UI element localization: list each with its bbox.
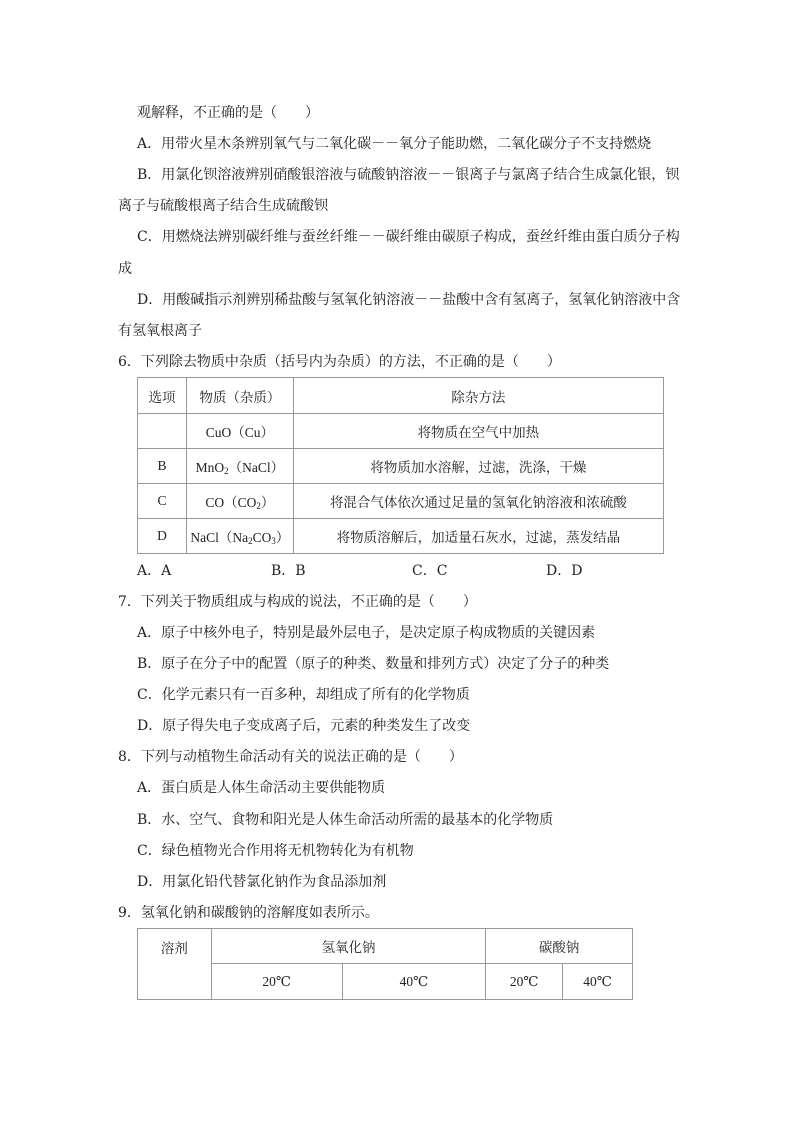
table-row — [138, 414, 664, 449]
q5-option-d-line1: D．用酸碱指示剂辨别稀盐酸与氢氧化钠溶液－－盐酸中含有氢离子，氢氧化钠溶液中含 — [137, 292, 681, 308]
q6-row-b-substance: MnO$_2$（NaCl） — [186, 449, 293, 484]
q6-row-c-method: 将混合气体依次通过足量的氢氧化钠溶液和浓硫酸 — [293, 484, 663, 519]
q8-option-c: C．绿色植物光合作用将无机物转化为有机物 — [137, 843, 414, 859]
q5-option-b-line1: B．用氯化钡溶液辨别硝酸银溶液与硫酸钠溶液－－银离子与氯离子结合生成氯化银，钡 — [137, 167, 680, 183]
q9-header-na2co3: 碳酸钠 — [486, 929, 633, 964]
q6-row-a-option — [138, 414, 187, 449]
q6-row-c-substance: $CO(CO_2)$ — [186, 484, 293, 519]
q8-option-b: B．水、空气、食物和阳光是人体生命活动所需的最基本的化学物质 — [137, 812, 554, 828]
q6-row-d-method: 将物质溶解后，加适量石灰水，过滤，蒸发结晶 — [293, 519, 663, 554]
q9-naoh-temp-20: 20℃ — [211, 964, 342, 1000]
q6-row-b-option: B — [138, 449, 187, 484]
q6-choice-d: D．D — [546, 563, 583, 579]
q6-impurity-table — [137, 377, 664, 554]
table-row — [138, 449, 664, 484]
q8-option-a: A．蛋白质是人体生命活动主要供能物质 — [137, 780, 386, 796]
q5-option-d-line2: 有氢氧根离子 — [118, 323, 202, 339]
q6-row-b-method: 将物质加水溶解，过滤，洗涤，干燥 — [293, 449, 663, 484]
q5-option-c-line1: C．用燃烧法辨别碳纤维与蚕丝纤维－－碳纤维由碳原子构成，蚕丝纤维由蛋白质分子构 — [137, 229, 680, 245]
q9-na2co3-temp-40: 40℃ — [563, 964, 633, 1000]
q6-row-d-option: D — [138, 519, 187, 554]
q7-option-d: D．原子得失电子变成离子后，元素的种类发生了改变 — [137, 718, 471, 734]
q6-stem: 6．下列除去物质中杂质（括号内为杂质）的方法，不正确的是（ ） — [118, 354, 561, 370]
q9-naoh-temp-40: 40℃ — [342, 964, 486, 1000]
q9-header-naoh: 氢氧化钠 — [211, 929, 485, 964]
q5-option-b-line2: 离子与硫酸根离子结合生成硫酸钡 — [118, 198, 328, 214]
q6-row-a-method: 将物质在空气中加热 — [293, 414, 663, 449]
q9-table-temp-row — [138, 964, 633, 1000]
q8-stem: 8．下列与动植物生命活动有关的说法正确的是（ ） — [118, 749, 463, 765]
q6-choices — [137, 562, 637, 580]
q9-header-solvent: 溶剂 — [138, 929, 212, 1000]
table-row — [138, 484, 664, 519]
q8-option-d: D．用氯化铅代替氯化钠作为食品添加剂 — [137, 874, 387, 890]
q6-header-substance: 物质（杂质） — [186, 378, 293, 414]
q9-solubility-table — [137, 928, 633, 1000]
q7-option-b: B．原子在分子中的配置（原子的种类、数量和排列方式）决定了分子的种类 — [137, 656, 610, 672]
q5-option-c-line2: 成 — [118, 261, 132, 277]
q6-choice-a: A．A — [137, 563, 172, 579]
q7-stem: 7．下列关于物质组成与构成的说法，不正确的是（ ） — [118, 594, 477, 610]
q5-intro-tail: 观解释，不正确的是（ ） — [137, 105, 319, 121]
table-row — [138, 519, 664, 554]
q7-option-a: A．原子中核外电子，特别是最外层电子，是决定原子构成物质的关键因素 — [137, 625, 596, 641]
q6-row-d-substance: $NaCl(Na_2CO_3)$ — [186, 519, 293, 554]
q9-na2co3-temp-20: 20℃ — [486, 964, 563, 1000]
q9-stem: 9．氢氧化钠和碳酸钠的溶解度如表所示。 — [118, 905, 379, 921]
q6-header-option: 选项 — [138, 378, 187, 414]
q6-row-a-substance: CuO（Cu） — [186, 414, 293, 449]
q9-table-header-row — [138, 929, 633, 964]
q7-option-c: C．化学元素只有一百多种，却组成了所有的化学物质 — [137, 687, 470, 703]
q6-choice-c: C．C — [412, 563, 448, 579]
q6-table-header-row — [138, 378, 664, 414]
q6-choice-b: B．B — [271, 563, 306, 579]
q6-header-method: 除杂方法 — [293, 378, 663, 414]
q6-row-c-option: C — [138, 484, 187, 519]
q5-option-a: A．用带火星木条辨别氧气与二氧化碳－－氧分子能助燃，二氧化碳分子不支持燃烧 — [137, 136, 652, 152]
